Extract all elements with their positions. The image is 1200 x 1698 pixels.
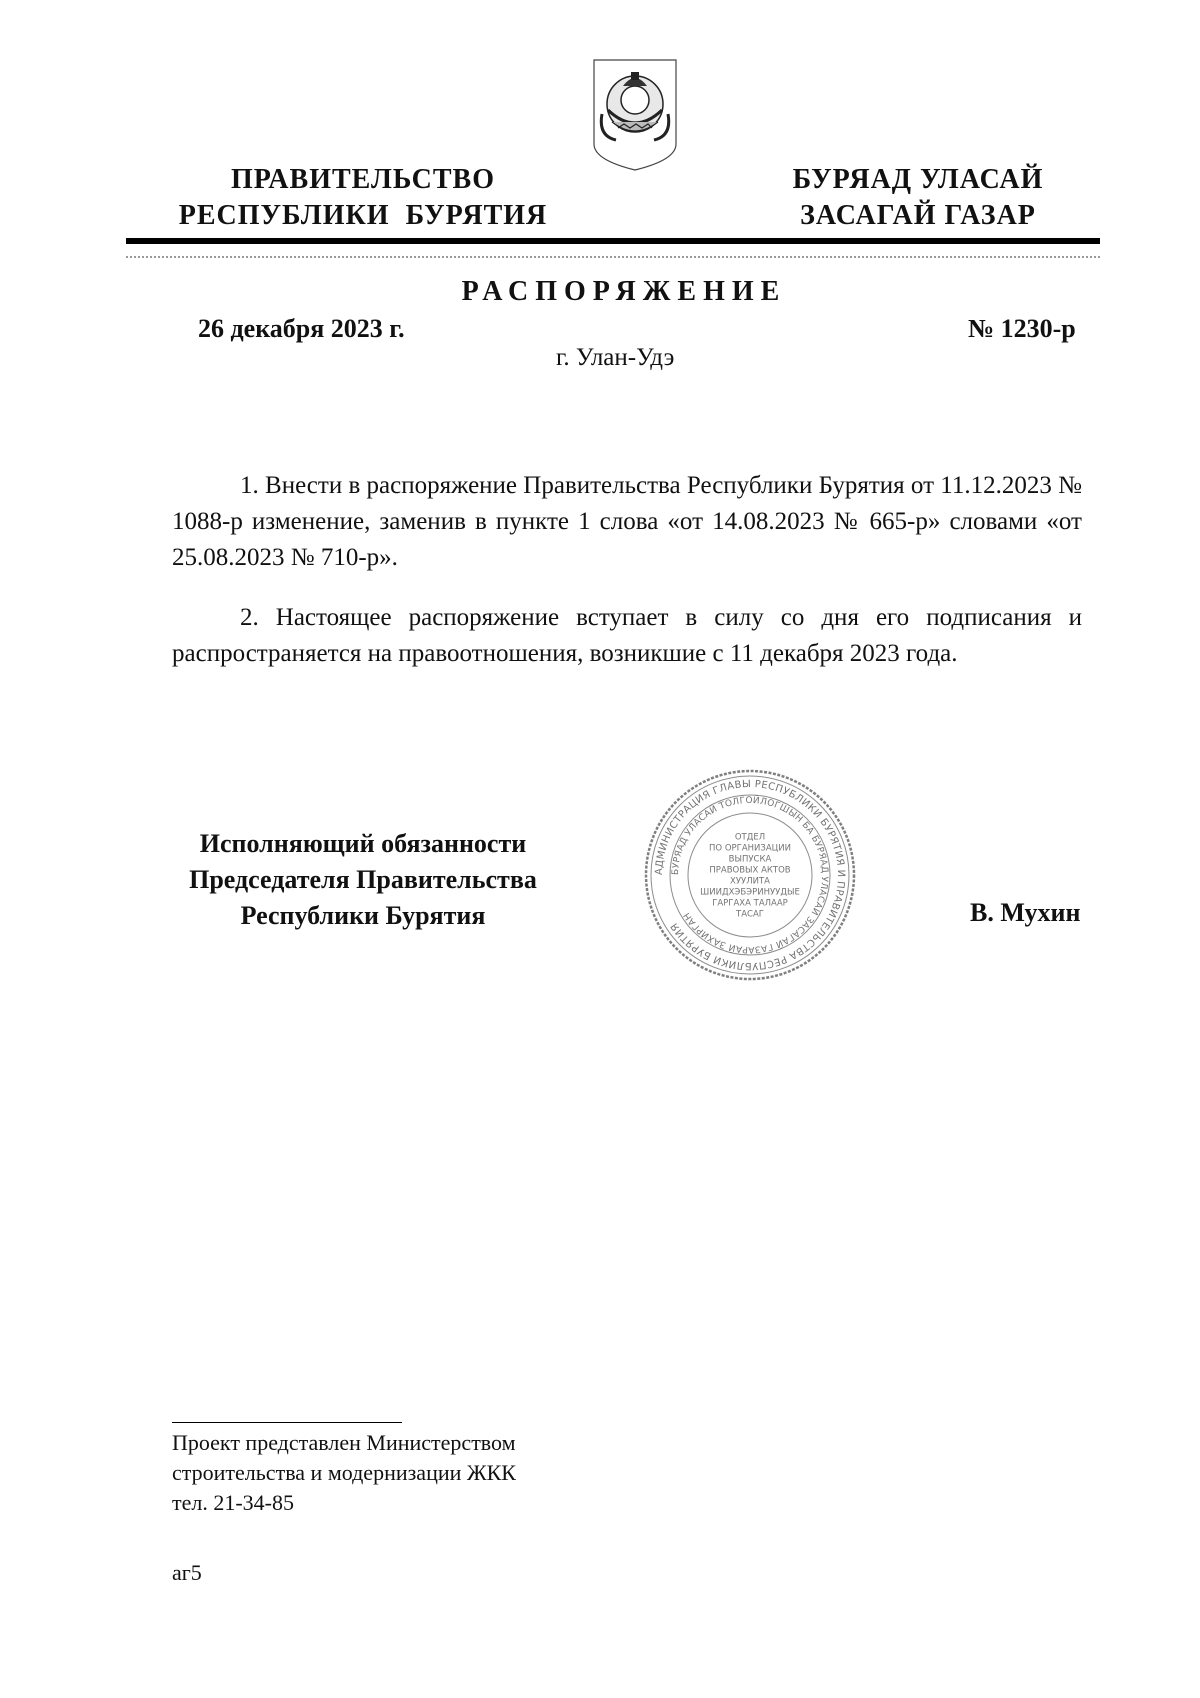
header-divider-thick [126,238,1100,244]
header-right-line1: БУРЯАД УЛАСАЙ [792,164,1044,195]
coat-of-arms-icon [590,56,680,174]
footnote [172,1428,516,1518]
footnote-line2: строительства и модернизации ЖКК [172,1460,516,1485]
document-type-title: РАСПОРЯЖЕНИЕ [461,276,787,307]
svg-text:ОТДЕЛ: ОТДЕЛ [734,832,766,843]
paragraph-1: 1. Внести в распоряжение Правительства Республики Бурятия от 11.12.2023 № 1088-р изменение, заменив в пункте 1 слова «от 14.08.2023 № 665-р» словами «от 25.08.2023 № 710-р». [172,472,1082,571]
signatory-position-line2: Председателя Правительства [189,865,537,894]
svg-text:АДМИНИСТРАЦИЯ ГЛАВЫ РЕСПУБЛИКИ: АДМИНИСТРАЦИЯ ГЛАВЫ РЕСПУБЛИКИ БУРЯТИЯ И ПРАВИТЕЛЬСТВА РЕСПУБЛИКИ БУРЯТИЯ [653,778,847,972]
header-left-line2: РЕСПУБЛИКИ БУРЯТИЯ [178,200,548,231]
header-divider-thin [126,256,1100,258]
footnote-line1: Проект представлен Министерством [172,1430,516,1455]
header-right-line2: ЗАСАГАЙ ГАЗАР [800,200,1036,231]
footnote-phone: тел. 21-34-85 [172,1490,295,1515]
signatory-position-line3: Республики Бурятия [240,901,486,930]
svg-text:БУРЯАД УЛАСАЙ ТОЛГОЙЛОГШЫН БА: БУРЯАД УЛАСАЙ ТОЛГОЙЛОГШЫН БА БУРЯАД УЛАСАЙ ЗАСАГАЙ ГАЗАРАЙ ЗАХИРГАН [670,795,830,955]
svg-text:ПРАВОВЫХ АКТОВ: ПРАВОВЫХ АКТОВ [709,865,791,876]
svg-text:ХУУЛИТА: ХУУЛИТА [730,876,770,887]
svg-text:ТАСАГ: ТАСАГ [736,909,764,920]
svg-text:ВЫПУСКА: ВЫПУСКА [728,854,772,865]
document-number: № 1230-р [968,314,1076,343]
header-left-line1: ПРАВИТЕЛЬСТВО [231,164,495,195]
svg-text:ПО ОРГАНИЗАЦИИ: ПО ОРГАНИЗАЦИИ [709,843,791,854]
official-stamp [643,768,857,982]
svg-text:ШИИДХЭБЭРИНУУДЫЕ: ШИИДХЭБЭРИНУУДЫЕ [700,887,800,898]
header-left [160,162,566,234]
signatory-name: В. Мухин [970,898,1081,927]
document-place: г. Улан-Удэ [556,344,675,371]
paragraph-2: 2. Настоящее распоряжение вступает в силу со дня его подписания и распространяется на правоотношения, возникшие с 11 декабря 2023 года. [172,604,1082,667]
signatory-position-line1: Исполняющий обязанности [199,829,527,858]
signatory-position [160,826,566,934]
header-right [770,162,1066,234]
document-date: 26 декабря 2023 г. [198,314,405,343]
footnote-separator [172,1422,402,1423]
svg-text:ГАРГАХА ТАЛААР: ГАРГАХА ТАЛААР [712,898,788,909]
document-code: аг5 [172,1560,202,1585]
